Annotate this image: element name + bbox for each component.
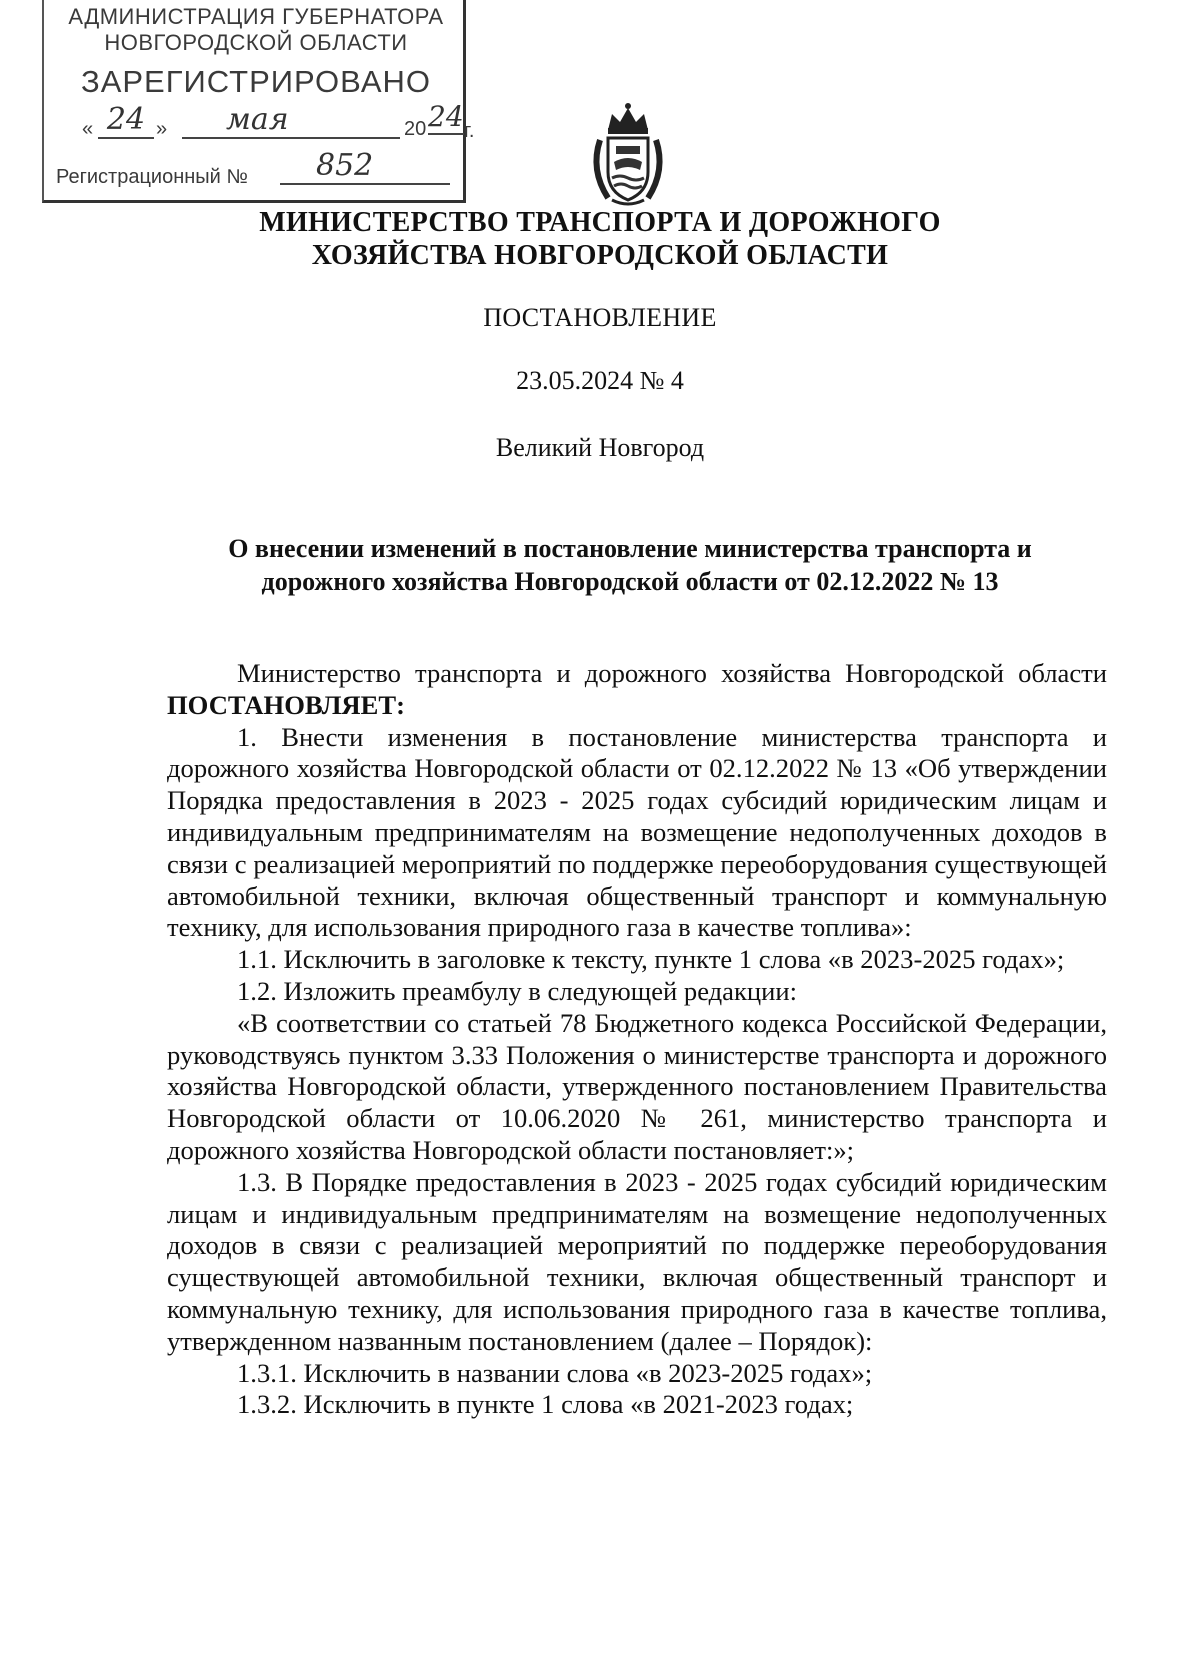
stamp-day: 24	[98, 102, 154, 139]
document-body	[167, 658, 1107, 1421]
document-date-number: 23.05.2024 № 4	[516, 366, 684, 395]
body-intro	[167, 658, 1107, 722]
stamp-year-prefix: 20	[404, 118, 427, 140]
novgorod-coat-of-arms-icon	[586, 100, 670, 208]
stamp-number-value: 852	[280, 148, 450, 185]
ministry-name	[0, 206, 1200, 272]
stamp-date-row	[82, 100, 475, 146]
stamp-quote-open: «	[82, 118, 94, 140]
stamp-org-line1: АДМИНИСТРАЦИЯ ГУБЕРНАТОРА	[68, 4, 444, 29]
registration-stamp	[42, 0, 475, 203]
stamp-org-line2: НОВГОРОДСКОЙ ОБЛАСТИ	[104, 30, 408, 55]
stamp-year-suffix: г.	[464, 120, 475, 142]
body-intro-text: Министерство транспорта и дорожного хозяйства Новгородской области	[237, 658, 1107, 688]
body-paragraph-1-3: 1.3. В Порядке предоставления в 2023 - 2025 годах субсидий юридическим лицам и индивидуальным предпринимателям на возмещение недополученных доходов в связи с реализацией мероприятий по поддержке переоборудования существующей автомобильной техники, включая общественный транспорт и коммунальную технику, для использования природного газа в качестве топлива, утвержденном названным постановлением (далее – Порядок):	[167, 1166, 1107, 1356]
body-paragraph-1-2-quote: «В соответствии со статьей 78 Бюджетного кодекса Российской Федерации, руководствуясь пунктом 3.33 Положения о министерстве транспорта и дорожного хозяйства Новгородской области, утвержденного постановлением Правительства Новгородской области от 10.06.2020 № 261, министерство транспорта и дорожного хозяйства Новгородской области постановляет:»;	[167, 1007, 1107, 1165]
body-paragraph-1-2: 1.2. Изложить преамбулу в следующей редакции:	[237, 975, 797, 1006]
stamp-month: мая	[182, 102, 400, 139]
stamp-quote-close: »	[156, 118, 168, 140]
document-city: Великий Новгород	[495, 433, 705, 462]
document-type: ПОСТАНОВЛЕНИЕ	[483, 303, 717, 332]
stamp-number-row	[56, 148, 456, 194]
body-paragraph-1-1: 1.1. Исключить в заголовке к тексту, пункте 1 слова «в 2023-2025 годах»;	[237, 944, 1065, 975]
stamp-number-label: Регистрационный №	[56, 166, 248, 188]
body-paragraph-1-3-1: 1.3.1. Исключить в названии слова «в 2023-2025 годах»;	[237, 1357, 873, 1388]
ministry-name-line2: ХОЗЯЙСТВА НОВГОРОДСКОЙ ОБЛАСТИ	[311, 240, 889, 271]
body-paragraph-1-3-2: 1.3.2. Исключить в пункте 1 слова «в 2021-2023 годах;	[237, 1389, 854, 1420]
ministry-name-line1: МИНИСТЕРСТВО ТРАНСПОРТА И ДОРОЖНОГО	[259, 207, 941, 238]
body-decree-word: ПОСТАНОВЛЯЕТ:	[167, 689, 405, 720]
stamp-year-hand: 24	[428, 100, 464, 133]
document-title: О внесении изменений в постановление министерства транспорта и дорожного хозяйства Новгородской области от 02.12.2022 № 13	[228, 534, 1032, 596]
body-paragraph-1: 1. Внести изменения в постановление министерства транспорта и дорожного хозяйства Новгородской области от 02.12.2022 № 13 «Об утверждении Порядка предоставления в 2023 - 2025 годах субсидий юридическим лицам и индивидуальным предпринимателям на возмещение недополученных доходов в связи с реализацией мероприятий по поддержке переоборудования существующей автомобильной техники, включая общественный транспорт и коммунальную технику, для использования природного газа в качестве топлива»:	[167, 721, 1107, 943]
stamp-registered: ЗАРЕГИСТРИРОВАНО	[80, 64, 431, 99]
